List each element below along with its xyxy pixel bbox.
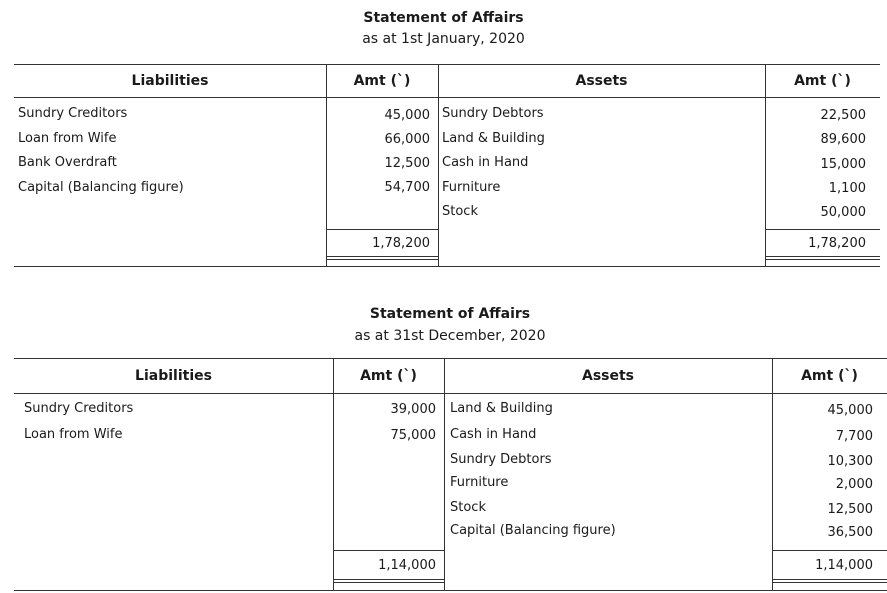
table-bottom-border — [14, 266, 880, 267]
liability-amount: 45,000 — [384, 108, 430, 123]
asset-amount: 22,500 — [820, 108, 866, 123]
liability-amount: 12,500 — [384, 156, 430, 171]
asset-amount: 89,600 — [820, 132, 866, 147]
asset-amount: 10,300 — [827, 454, 873, 469]
total-top-rule — [326, 229, 438, 230]
header-assets: Assets — [575, 73, 628, 89]
liability-amount: 39,000 — [390, 402, 436, 417]
total-assets: 1,78,200 — [808, 236, 866, 251]
asset-name: Cash in Hand — [442, 155, 529, 170]
liability-name: Capital (Balancing figure) — [18, 180, 184, 195]
asset-name: Stock — [442, 204, 478, 219]
liability-name: Sundry Creditors — [24, 401, 134, 416]
total-double-rule — [765, 256, 880, 260]
asset-name: Land & Building — [450, 401, 553, 416]
liability-amount: 66,000 — [384, 132, 430, 147]
asset-name: Land & Building — [442, 131, 545, 146]
asset-name: Stock — [450, 500, 486, 515]
total-double-rule — [772, 579, 887, 583]
total-top-rule — [333, 550, 444, 551]
total-top-rule — [772, 550, 887, 551]
asset-amount: 12,500 — [827, 502, 873, 517]
statement-title: Statement of Affairs — [369, 306, 531, 322]
column-divider — [772, 358, 773, 590]
header-amt: Amt (`) — [360, 368, 417, 384]
total-double-rule — [326, 256, 438, 260]
statement-subtitle: as at 1st January, 2020 — [362, 31, 525, 47]
asset-amount: 50,000 — [820, 205, 866, 220]
liability-name: Loan from Wife — [18, 131, 117, 146]
asset-amount: 36,500 — [827, 525, 873, 540]
statement-subtitle: as at 31st December, 2020 — [354, 328, 546, 344]
liability-name: Sundry Creditors — [18, 106, 128, 121]
asset-amount: 1,100 — [828, 181, 866, 196]
asset-name: Furniture — [442, 180, 501, 195]
asset-amount: 15,000 — [820, 157, 866, 172]
liability-amount: 54,700 — [384, 180, 430, 195]
header-amt: Amt (`) — [353, 73, 411, 89]
total-double-rule — [333, 579, 444, 583]
asset-name: Capital (Balancing figure) — [450, 523, 616, 538]
table-top-border — [14, 64, 880, 65]
table-bottom-border — [14, 590, 887, 591]
asset-amount: 45,000 — [827, 403, 873, 418]
header-assets: Assets — [581, 368, 635, 384]
column-divider — [438, 64, 439, 266]
asset-name: Sundry Debtors — [442, 106, 544, 121]
liability-name: Loan from Wife — [24, 427, 123, 442]
total-top-rule — [765, 229, 880, 230]
header-amt: Amt (`) — [794, 73, 851, 89]
asset-amount: 7,700 — [835, 429, 873, 444]
column-divider — [444, 358, 445, 590]
header-liabilities: Liabilities — [131, 73, 209, 89]
asset-name: Furniture — [450, 475, 509, 490]
liability-name: Bank Overdraft — [18, 155, 117, 170]
column-divider — [333, 358, 334, 590]
asset-name: Cash in Hand — [450, 427, 537, 442]
header-liabilities: Liabilities — [135, 368, 212, 384]
total-assets: 1,14,000 — [815, 558, 873, 573]
asset-amount: 2,000 — [835, 477, 873, 492]
table-top-border — [14, 358, 887, 359]
header-amt: Amt (`) — [801, 368, 858, 384]
total-liabilities: 1,78,200 — [372, 236, 430, 251]
header-bottom-border — [14, 393, 887, 394]
header-bottom-border — [14, 97, 880, 98]
statement-title: Statement of Affairs — [363, 10, 524, 26]
liability-amount: 75,000 — [390, 428, 436, 443]
total-liabilities: 1,14,000 — [378, 558, 436, 573]
asset-name: Sundry Debtors — [450, 452, 552, 467]
